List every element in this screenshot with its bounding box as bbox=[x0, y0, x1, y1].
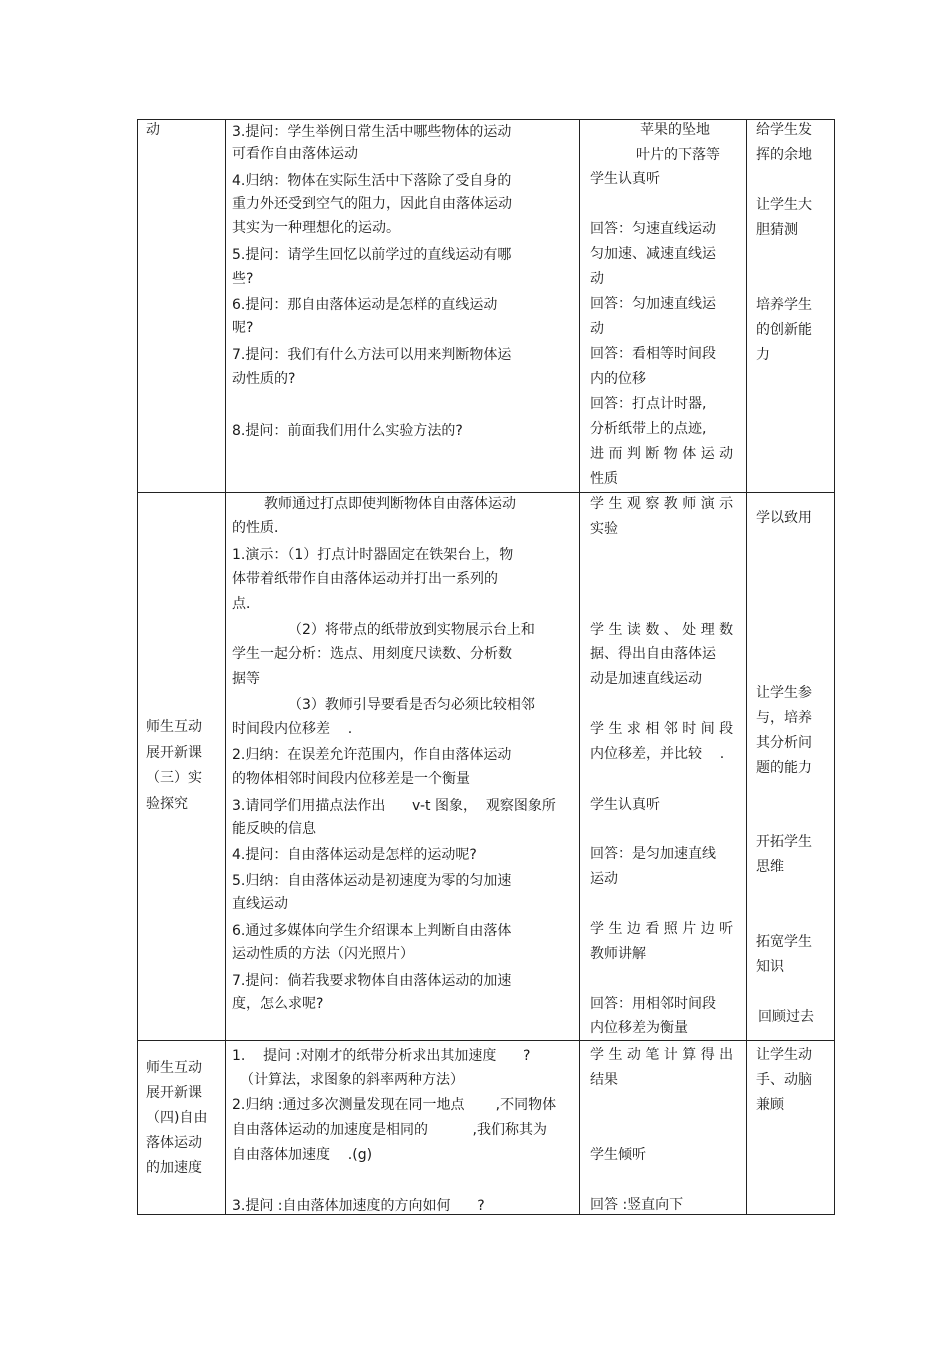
student-activity-line: 进 而 判 断 物 体 运 动 bbox=[590, 446, 734, 462]
student-activity-line: 学生倾听 bbox=[590, 1147, 646, 1163]
teacher-activity-line: 2.归纳：在误差允许范围内，作自由落体运动 bbox=[232, 747, 512, 763]
design-intent-line: 拓宽学生 bbox=[756, 934, 812, 950]
teacher-activity-line: 动性质的? bbox=[232, 371, 296, 387]
design-intent-line: 挥的余地 bbox=[756, 147, 812, 163]
teacher-activity-line: 重力外还受到空气的阻力，因此自由落体运动 bbox=[232, 196, 512, 212]
phase-cell-text: 师生互动 bbox=[146, 719, 202, 735]
teacher-activity-line: 能反映的信息 bbox=[232, 821, 316, 837]
teacher-activity-line: 7.提问：我们有什么方法可以用来判断物体运 bbox=[232, 347, 512, 363]
teacher-activity-line: 运动性质的方法（闪光照片） bbox=[232, 946, 414, 962]
student-activity-line: 教师讲解 bbox=[590, 946, 646, 962]
table-divider-phase bbox=[225, 119, 226, 1215]
table-divider-student bbox=[746, 119, 747, 1215]
teacher-activity-line: 度，怎么求呢? bbox=[232, 996, 324, 1012]
teacher-activity-line: 时间段内位移差 . bbox=[232, 721, 353, 737]
student-activity-line: 内位移差，并比较 . bbox=[590, 746, 725, 762]
phase-cell-text: 动 bbox=[146, 122, 160, 138]
teacher-activity-line: 4.提问：自由落体运动是怎样的运动呢? bbox=[232, 847, 477, 863]
teacher-activity-line: 学生一起分析：选点、用刻度尺读数、分析数 bbox=[232, 646, 512, 662]
student-activity-line: 匀加速、减速直线运 bbox=[590, 246, 716, 262]
teacher-activity-line: 1. 提问 :对刚才的纸带分析求出其加速度 ? bbox=[232, 1048, 531, 1064]
table-border-right bbox=[834, 119, 835, 1215]
phase-cell-text: 验探究 bbox=[146, 796, 188, 812]
phase-cell-text: 展开新课 bbox=[146, 745, 202, 761]
student-activity-line: 实验 bbox=[590, 521, 618, 537]
student-activity-line: 内位移差为衡量 bbox=[590, 1020, 688, 1036]
student-activity-line: 回答：匀速直线运动 bbox=[590, 221, 716, 237]
student-activity-line: 回答：用相邻时间段 bbox=[590, 996, 716, 1012]
teacher-activity-line: 教师通过打点即使判断物体自由落体运动 bbox=[264, 496, 516, 512]
teacher-activity-line: 些? bbox=[232, 271, 254, 287]
student-activity-line: 学 生 观 察 教 师 演 示 bbox=[590, 496, 734, 512]
teacher-activity-line: （3）教师引导要看是否匀必须比较相邻 bbox=[288, 697, 535, 713]
design-intent-line: 知识 bbox=[756, 959, 784, 975]
phase-cell-text: 的加速度 bbox=[146, 1160, 202, 1176]
student-activity-line: 回答：匀加速直线运 bbox=[590, 296, 716, 312]
teacher-activity-line: 1.演示：（1）打点计时器固定在铁架台上，物 bbox=[232, 547, 514, 563]
student-activity-line: 分析纸带上的点迹, bbox=[590, 421, 707, 437]
student-activity-line: 内的位移 bbox=[590, 371, 646, 387]
teacher-activity-line: 其实为一种理想化的运动。 bbox=[232, 220, 400, 236]
teacher-activity-line: 的性质． bbox=[232, 520, 288, 536]
table-border-top bbox=[137, 119, 835, 120]
design-intent-line: 让学生大 bbox=[756, 197, 812, 213]
teacher-activity-line: 3.提问 :自由落体加速度的方向如何 ? bbox=[232, 1198, 485, 1214]
student-activity-line: 学 生 求 相 邻 时 间 段 bbox=[590, 721, 734, 737]
teacher-activity-line: 自由落体运动的加速度是相同的 ,我们称其为 bbox=[232, 1122, 547, 1138]
teacher-activity-line: 体带着纸带作自由落体运动并打出一系列的 bbox=[232, 571, 498, 587]
student-activity-line: 学 生 边 看 照 片 边 听 bbox=[590, 921, 734, 937]
teacher-activity-line: （2）将带点的纸带放到实物展示台上和 bbox=[288, 622, 535, 638]
design-intent-line: 学以致用 bbox=[756, 510, 812, 526]
student-activity-line: 学 生 读 数 、 处 理 数 bbox=[590, 622, 734, 638]
student-activity-line: 动是加速直线运动 bbox=[590, 671, 702, 687]
design-intent-line: 开拓学生 bbox=[756, 834, 812, 850]
table-row-divider-1 bbox=[137, 492, 835, 493]
table-row-divider-2 bbox=[137, 1040, 835, 1041]
student-activity-line: 学 生 动 笔 计 算 得 出 bbox=[590, 1047, 734, 1063]
student-activity-line: 回答 :竖直向下 bbox=[590, 1197, 684, 1213]
student-activity-line: 动 bbox=[590, 271, 604, 287]
student-activity-line: 据、得出自由落体运 bbox=[590, 646, 716, 662]
teacher-activity-line: 2.归纳 :通过多次测量发现在同一地点 ,不同物体 bbox=[232, 1097, 557, 1113]
design-intent-line: 手、动脑 bbox=[756, 1072, 812, 1088]
student-activity-line: 叶片的下落等 bbox=[636, 147, 720, 163]
design-intent-line: 力 bbox=[756, 347, 770, 363]
teacher-activity-line: 呢? bbox=[232, 320, 254, 336]
design-intent-line: 让学生参 bbox=[756, 685, 812, 701]
design-intent-line: 回顾过去 bbox=[758, 1009, 814, 1025]
design-intent-line: 与，培养 bbox=[756, 710, 812, 726]
teacher-activity-line: 可看作自由落体运动 bbox=[232, 146, 358, 162]
design-intent-line: 胆猜测 bbox=[756, 222, 798, 238]
teacher-activity-line: 8.提问：前面我们用什么实验方法的? bbox=[232, 423, 463, 439]
teacher-activity-line: 5.归纳：自由落体运动是初速度为零的匀加速 bbox=[232, 873, 512, 889]
student-activity-line: 回答：看相等时间段 bbox=[590, 346, 716, 362]
design-intent-line: 题的能力 bbox=[756, 760, 812, 776]
design-intent-line: 思维 bbox=[756, 859, 784, 875]
design-intent-line: 培养学生 bbox=[756, 297, 812, 313]
phase-cell-text: 师生互动 bbox=[146, 1060, 202, 1076]
student-activity-line: 结果 bbox=[590, 1072, 618, 1088]
teacher-activity-line: 点． bbox=[232, 596, 260, 612]
student-activity-line: 运动 bbox=[590, 871, 618, 887]
teacher-activity-line: 自由落体加速度 .(g) bbox=[232, 1147, 373, 1163]
phase-cell-text: 展开新课 bbox=[146, 1085, 202, 1101]
teacher-activity-line: 3.请同学们用描点法作出 v-t 图象， 观察图象所 bbox=[232, 798, 556, 814]
teacher-activity-line: 6.通过多媒体向学生介绍课本上判断自由落体 bbox=[232, 923, 512, 939]
design-intent-line: 让学生动 bbox=[756, 1047, 812, 1063]
table-divider-teacher bbox=[579, 119, 580, 1215]
teacher-activity-line: 据等 bbox=[232, 671, 260, 687]
student-activity-line: 学生认真听 bbox=[590, 171, 660, 187]
design-intent-line: 给学生发 bbox=[756, 122, 812, 138]
teacher-activity-line: 7.提问：倘若我要求物体自由落体运动的加速 bbox=[232, 973, 512, 989]
phase-cell-text: 落体运动 bbox=[146, 1135, 202, 1151]
table-border-left bbox=[137, 119, 138, 1215]
design-intent-line: 的创新能 bbox=[756, 322, 812, 338]
teacher-activity-line: 的物体相邻时间段内位移差是一个衡量 bbox=[232, 771, 470, 787]
teacher-activity-line: 4.归纳：物体在实际生活中下落除了受自身的 bbox=[232, 173, 512, 189]
teacher-activity-line: 3.提问：学生举例日常生活中哪些物体的运动 bbox=[232, 124, 512, 140]
student-activity-line: 学生认真听 bbox=[590, 797, 660, 813]
phase-cell-text: （三）实 bbox=[146, 770, 202, 786]
phase-cell-text: （四)自由 bbox=[146, 1110, 208, 1126]
design-intent-line: 其分析问 bbox=[756, 735, 812, 751]
design-intent-line: 兼顾 bbox=[756, 1097, 784, 1113]
teacher-activity-line: 5.提问：请学生回忆以前学过的直线运动有哪 bbox=[232, 247, 512, 263]
student-activity-line: 动 bbox=[590, 321, 604, 337]
student-activity-line: 回答：打点计时器, bbox=[590, 396, 707, 412]
teacher-activity-line: （计算法，求图象的斜率两种方法） bbox=[240, 1072, 464, 1088]
student-activity-line: 回答：是匀加速直线 bbox=[590, 846, 716, 862]
teacher-activity-line: 直线运动 bbox=[232, 896, 288, 912]
student-activity-line: 性质 bbox=[590, 471, 618, 487]
student-activity-line: 苹果的坠地 bbox=[640, 122, 710, 138]
teacher-activity-line: 6.提问：那自由落体运动是怎样的直线运动 bbox=[232, 297, 498, 313]
